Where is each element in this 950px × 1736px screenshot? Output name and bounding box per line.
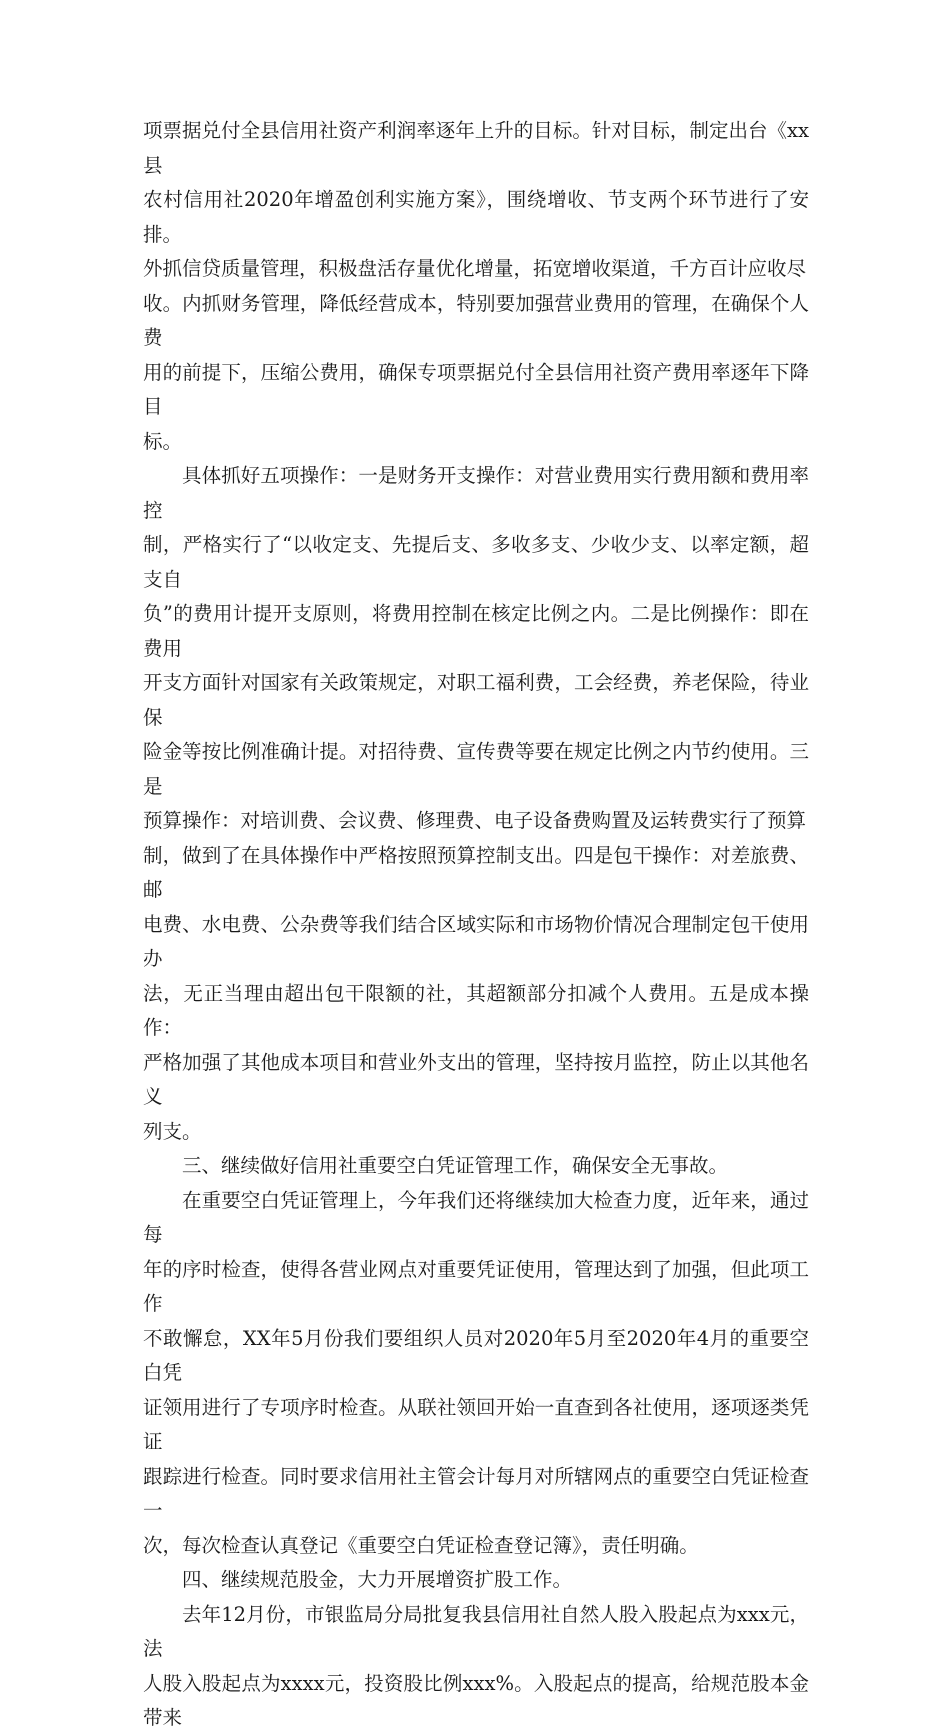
paragraph-2: 具体抓好五项操作：一是财务开支操作：对营业费用实行费用额和费用率控 制，严格实行了“以收定支、先提后支、多收多支、少收少支、以率定额，超支自 负”的费用计提开支原则，将费用控制在核定比例之内。二是比例操作：即在费用 开支方面针对国家有关政策规定，对职工福利费，工会经费，养老保险，待业保 险金等按比例准确计提。对招待费、宣传费等要在规定比例之内节约使用。三是 预算操作：对培训费、会议费、修理费、电子设备费购置及运转费实行了预算 制，做到了在具体操作中严格按照预算控制支出。四是包干操作：对差旅费、邮 电费、水电费、公杂费等我们结合区域实际和市场物价情况合理制定包干使用办 法，无正当理由超出包干限额的社，其超额部分扣减个人费用。五是成本操作： 严格加强了其他成本项目和营业外支出的管理，坚持按月监控，防止以其他名义 列支。 [143,464,809,1143]
paragraph-3: 在重要空白凭证管理上，今年我们还将继续加大检查力度，近年来，通过每 年的序时检查，使得各营业网点对重要凭证使用，管理达到了加强，但此项工作 不敢懈怠，XX年5月份我们要组织人员对2020年5月至2020年4月的重要空白凭 证领用进行了专项序时检查。从联社领回开始一直查到各社使用，逐项逐类凭证 跟踪进行检查。同时要求信用社主管会计每月对所辖网点的重要空白凭证检查一 次，每次检查认真登记《重要空白凭证检查登记簿》，责任明确。 [143,1188,809,1557]
document-body [143,114,809,1736]
section-heading-3: 三、继续做好信用社重要空白凭证管理工作，确保安全无事故。 [182,1154,729,1177]
section-heading-4: 四、继续规范股金，大力开展增资扩股工作。 [182,1568,573,1591]
paragraph-1: 项票据兑付全县信用社资产利润率逐年上升的目标。针对目标，制定出台《xx县 农村信用社2020年增盈创利实施方案》，围绕增收、节支两个环节进行了安排。 外抓信贷质量管理，积极盘活存量优化增量，拓宽增收渠道，千方百计应收尽 收。内抓财务管理，降低经营成本，特别要加强营业费用的管理，在确保个人费 用的前提下，压缩公费用，确保专项票据兑付全县信用社资产费用率逐年下降目 标。 [143,119,809,453]
paragraph-4: 去年12月份，市银监局分局批复我县信用社自然人股入股起点为xxx元，法 人股入股起点为xxxx元，投资股比例xxx%。入股起点的提高，给规范股本金带来 [143,1602,809,1729]
